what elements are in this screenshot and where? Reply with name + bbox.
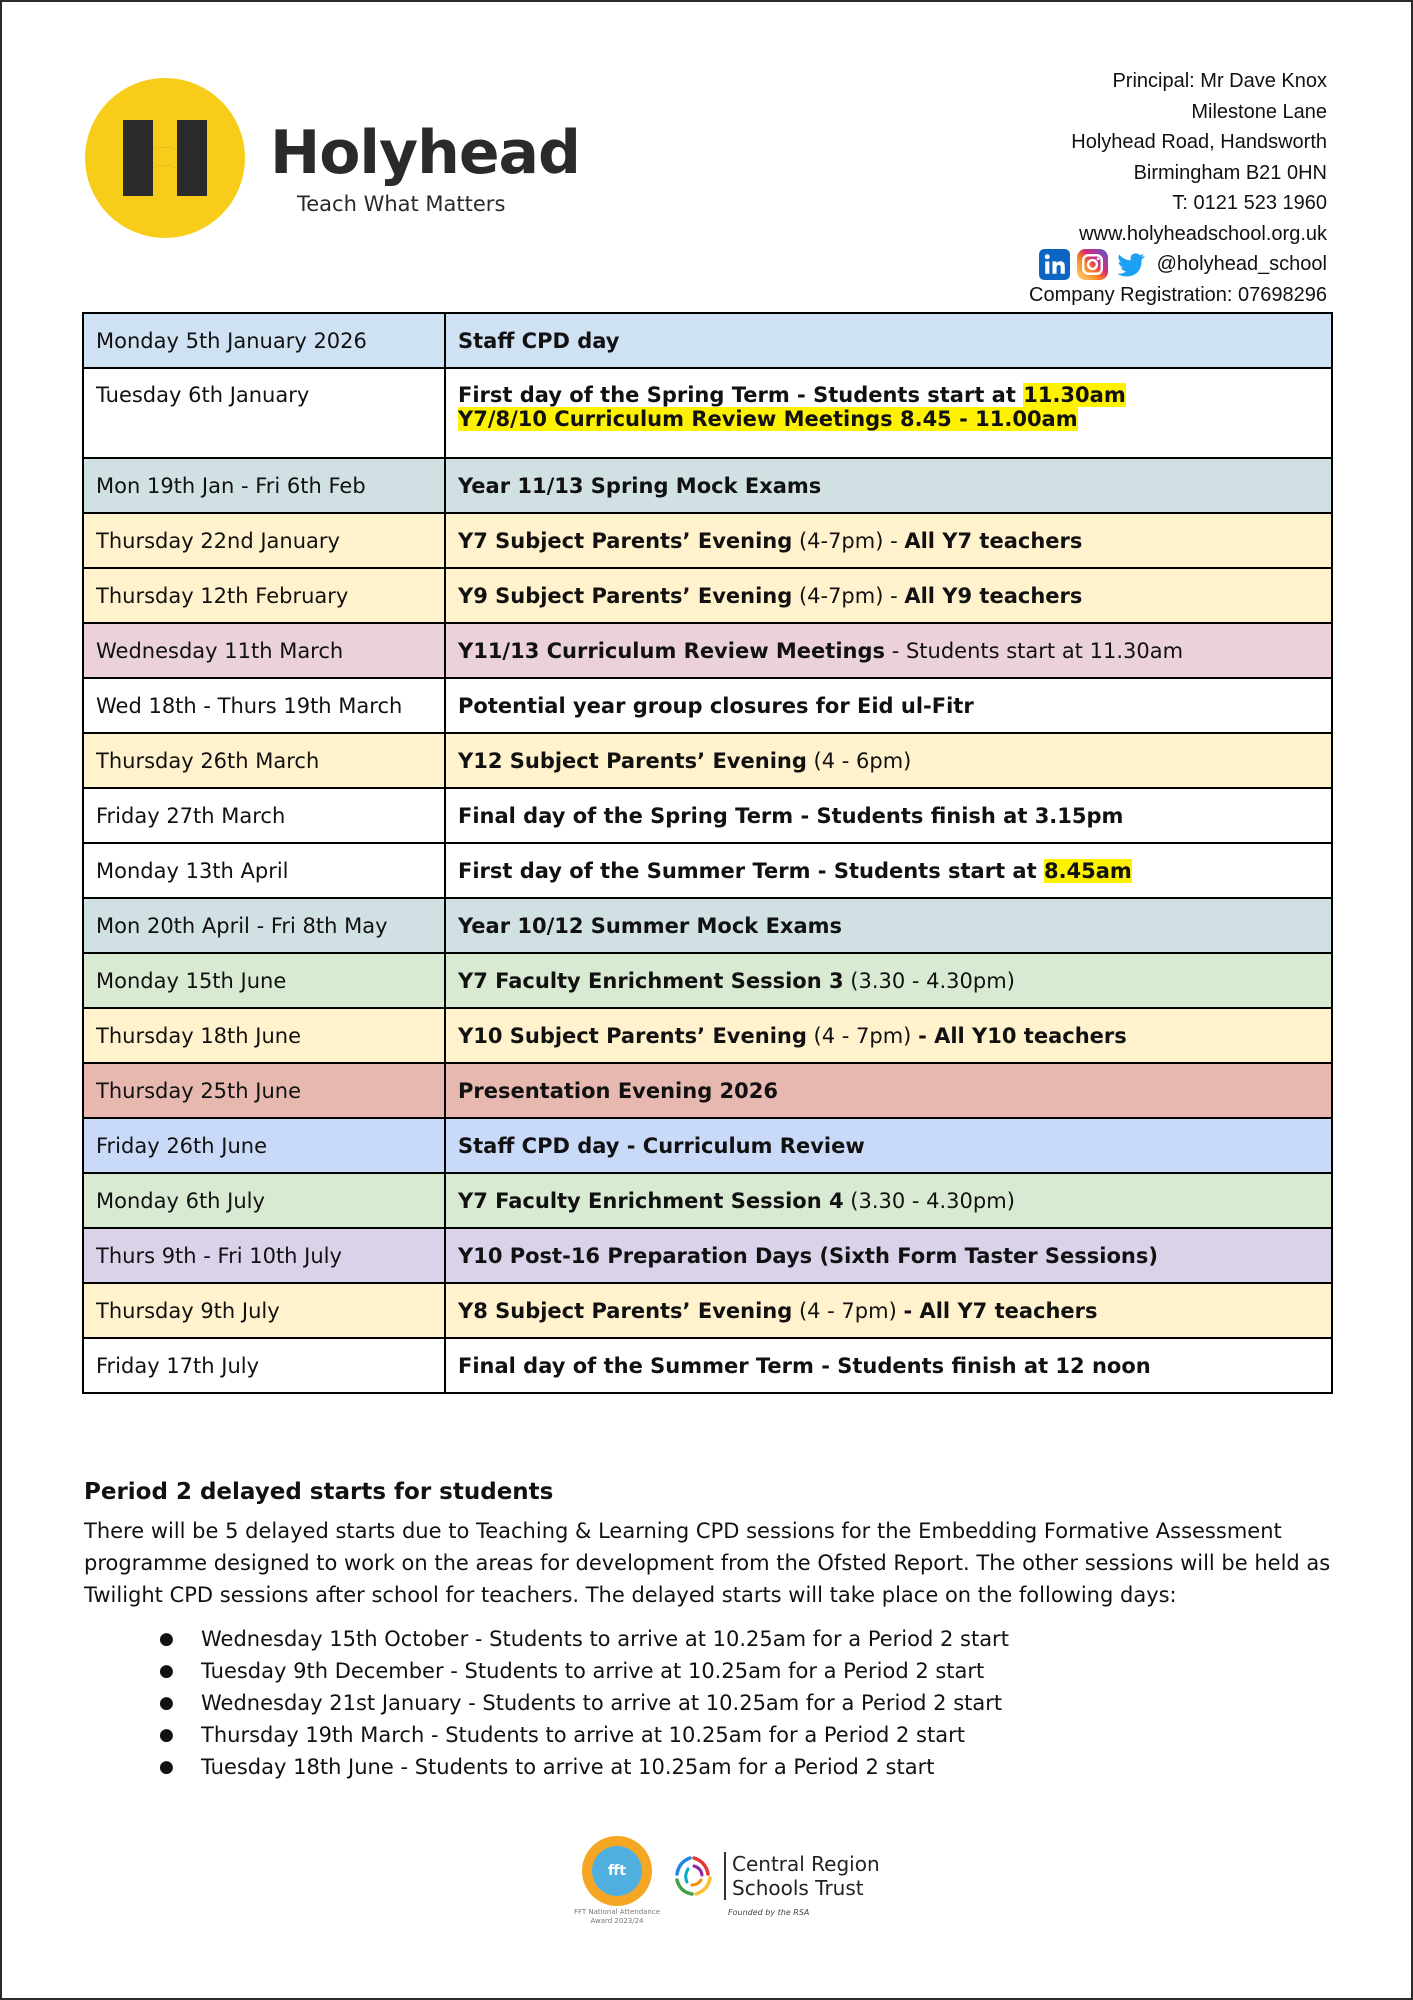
row-date: Thursday 18th June	[83, 1008, 445, 1063]
event-light: - Students start at 11.30am	[885, 638, 1184, 663]
row-date: Monday 15th June	[83, 953, 445, 1008]
list-item: ● Wednesday 21st January - Students to arrive at 10.25am for a Period 2 start	[84, 1687, 1334, 1719]
event-light: (4-7pm) -	[792, 583, 905, 608]
event-bold-2: - All Y7 teachers	[903, 1298, 1098, 1323]
section-heading: Period 2 delayed starts for students	[84, 1479, 554, 1505]
row-event	[445, 733, 1332, 788]
crst-name	[724, 1852, 880, 1900]
row-date: Thursday 9th July	[83, 1283, 445, 1338]
address-line-2: Holyhead Road, Handsworth	[1071, 131, 1327, 153]
row-date: Monday 13th April	[83, 843, 445, 898]
crst-line-1: Central Region	[732, 1852, 880, 1876]
table-row	[83, 623, 1332, 678]
event-light: (4 - 7pm)	[806, 1023, 919, 1048]
row-event	[445, 513, 1332, 568]
event-bold: Y7 Faculty Enrichment Session 3	[458, 968, 844, 993]
row-date: Monday 5th January 2026	[83, 313, 445, 368]
event-light: (3.30 - 4.30pm)	[843, 1188, 1015, 1213]
logo-tagline: Teach What Matters	[297, 192, 506, 216]
holyhead-logo-icon	[85, 78, 245, 238]
table-row	[83, 678, 1332, 733]
table-row	[83, 458, 1332, 513]
company-registration: Company Registration: 07698296	[1029, 283, 1327, 306]
row-event	[445, 843, 1332, 898]
table-row	[83, 1118, 1332, 1173]
row-event: Year 11/13 Spring Mock Exams	[445, 458, 1332, 513]
section-paragraph: There will be 5 delayed starts due to Teaching & Learning CPD sessions for the Embedding Formative Assessment programme designed to work on the areas for development from the Ofsted Report. The other sessions will be held as Twilight CPD sessions after school for teachers. The delayed starts will take place on the following days:	[84, 1519, 1331, 1607]
row-event: Final day of the Spring Term - Students finish at 3.15pm	[445, 788, 1332, 843]
table-row	[83, 953, 1332, 1008]
row-event: Final day of the Summer Term - Students finish at 12 noon	[445, 1338, 1332, 1393]
row-event: Staff CPD day - Curriculum Review	[445, 1118, 1332, 1173]
highlighted-time: 8.45am	[1043, 858, 1132, 883]
row-event	[445, 568, 1332, 623]
table-row	[83, 1228, 1332, 1283]
delayed-starts-section	[84, 1475, 1334, 1783]
social-icons	[1038, 249, 1147, 279]
table-row	[83, 1008, 1332, 1063]
row-event	[445, 1283, 1332, 1338]
row-date: Thursday 22nd January	[83, 513, 445, 568]
table-row	[83, 1063, 1332, 1118]
event-bold: Y7 Subject Parents’ Evening	[458, 528, 793, 553]
row-date: Friday 27th March	[83, 788, 445, 843]
social-row	[1029, 249, 1327, 280]
event-light: (4-7pm) -	[792, 528, 905, 553]
event-light: (3.30 - 4.30pm)	[843, 968, 1015, 993]
event-bold: Y10 Subject Parents’ Evening	[458, 1023, 807, 1048]
row-event: Presentation Evening 2026	[445, 1063, 1332, 1118]
term-dates-table	[82, 312, 1333, 1394]
row-date: Mon 19th Jan - Fri 6th Feb	[83, 458, 445, 513]
table-row	[83, 1283, 1332, 1338]
table-row	[83, 568, 1332, 623]
highlighted-time: 11.30am	[1023, 383, 1126, 407]
row-date: Monday 6th July	[83, 1173, 445, 1228]
event-text: First day of the Spring Term - Students start at	[458, 383, 1024, 407]
row-date: Wednesday 11th March	[83, 623, 445, 678]
instagram-icon[interactable]	[1076, 248, 1109, 281]
website-link[interactable]: www.holyheadschool.org.uk	[1079, 222, 1327, 245]
row-event: Potential year group closures for Eid ul-Fitr	[445, 678, 1332, 733]
delayed-starts-list	[84, 1623, 1334, 1783]
row-date: Friday 17th July	[83, 1338, 445, 1393]
event-bold: Y8 Subject Parents’ Evening	[458, 1298, 793, 1323]
event-bold-2: All Y9 teachers	[904, 583, 1083, 608]
row-date: Friday 26th June	[83, 1118, 445, 1173]
crst-subtitle: Founded by the RSA	[728, 1908, 810, 1917]
fft-caption: FFT National Attendance Award 2023/24	[573, 1908, 661, 1925]
table-row	[83, 1338, 1332, 1393]
twitter-icon[interactable]	[1114, 248, 1147, 281]
list-item: ● Tuesday 18th June - Students to arrive at 10.25am for a Period 2 start	[84, 1751, 1334, 1783]
table-row	[83, 368, 1332, 458]
contact-block	[1029, 66, 1327, 310]
row-event	[445, 1008, 1332, 1063]
address-line-3: Birmingham B21 0HN	[1133, 161, 1327, 184]
social-handle[interactable]: @holyhead_school	[1156, 253, 1327, 275]
crst-logo-icon	[672, 1854, 716, 1898]
table-row	[83, 843, 1332, 898]
row-date: Wed 18th - Thurs 19th March	[83, 678, 445, 733]
event-light: (4 - 7pm)	[792, 1298, 904, 1323]
crst-line-2: Schools Trust	[732, 1876, 864, 1900]
logo-name: Holyhead	[270, 118, 580, 188]
row-event	[445, 368, 1332, 458]
fft-award-icon	[582, 1836, 652, 1906]
footer-logos	[573, 1836, 880, 1936]
phone: T: 0121 523 1960	[1172, 192, 1327, 214]
event-light: (4 - 6pm)	[806, 748, 912, 773]
table-row	[83, 313, 1332, 368]
table-row	[83, 513, 1332, 568]
fft-badge-text: fft	[592, 1846, 642, 1896]
list-item: ● Wednesday 15th October - Students to arrive at 10.25am for a Period 2 start	[84, 1623, 1334, 1655]
table-row	[83, 733, 1332, 788]
event-text: First day of the Summer Term - Students start at	[458, 858, 1044, 883]
row-event	[445, 953, 1332, 1008]
list-item: ● Thursday 19th March - Students to arrive at 10.25am for a Period 2 start	[84, 1719, 1334, 1751]
row-date: Thursday 26th March	[83, 733, 445, 788]
row-event	[445, 623, 1332, 678]
school-logo	[85, 78, 580, 238]
event-bold-2: All Y7 teachers	[904, 528, 1083, 553]
address-line-1: Milestone Lane	[1191, 100, 1327, 123]
event-bold: Y12 Subject Parents’ Evening	[458, 748, 807, 773]
row-event: Year 10/12 Summer Mock Exams	[445, 898, 1332, 953]
list-item: ● Tuesday 9th December - Students to arrive at 10.25am for a Period 2 start	[84, 1655, 1334, 1687]
row-date: Thurs 9th - Fri 10th July	[83, 1228, 445, 1283]
linkedin-icon[interactable]	[1038, 248, 1071, 281]
row-date: Thursday 25th June	[83, 1063, 445, 1118]
table-row	[83, 788, 1332, 843]
event-bold: Y9 Subject Parents’ Evening	[458, 583, 793, 608]
row-date: Mon 20th April - Fri 8th May	[83, 898, 445, 953]
highlighted-event: Y7/8/10 Curriculum Review Meetings 8.45 - 11.00am	[458, 407, 1078, 431]
row-event	[445, 1173, 1332, 1228]
row-event: Staff CPD day	[445, 313, 1332, 368]
event-bold-2: - All Y10 teachers	[918, 1023, 1127, 1048]
principal: Principal: Mr Dave Knox	[1112, 70, 1327, 92]
table-row	[83, 898, 1332, 953]
event-bold: Y7 Faculty Enrichment Session 4	[458, 1188, 844, 1213]
table-row	[83, 1173, 1332, 1228]
row-date: Thursday 12th February	[83, 568, 445, 623]
event-bold: Y11/13 Curriculum Review Meetings	[458, 638, 886, 663]
row-date: Tuesday 6th January	[83, 368, 445, 458]
row-event: Y10 Post-16 Preparation Days (Sixth Form Taster Sessions)	[445, 1228, 1332, 1283]
